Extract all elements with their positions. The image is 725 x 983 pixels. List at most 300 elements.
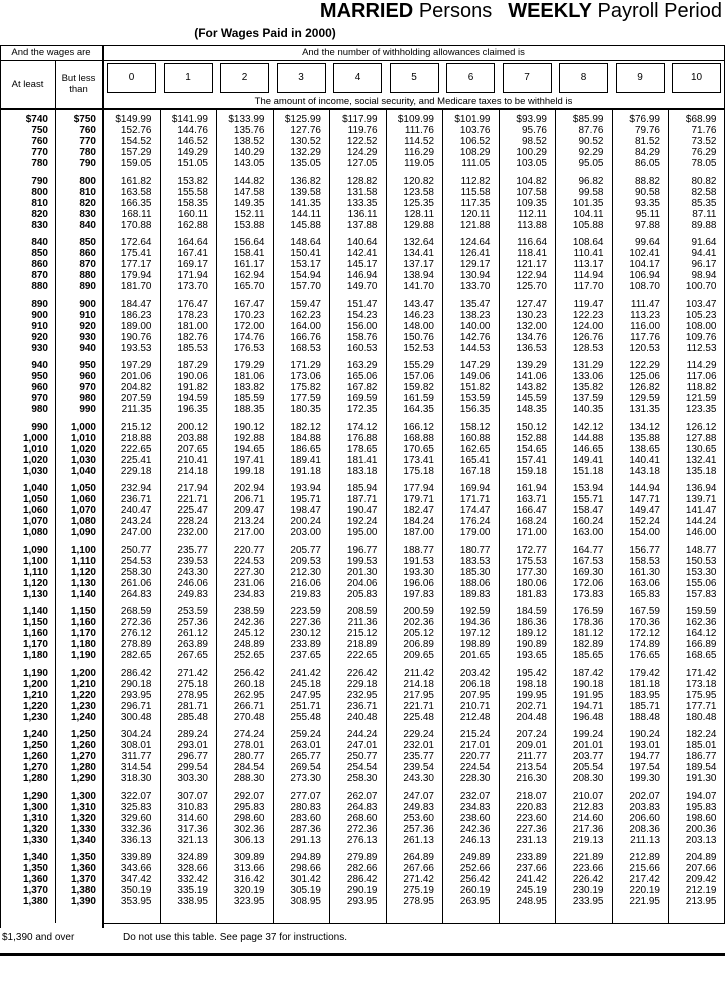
tax-amount-cell: 174.12: [346, 421, 378, 433]
tax-amount-cell: 189.54: [685, 762, 717, 773]
at-least-cell: 1,360: [22, 874, 48, 885]
tax-amount-cell: 203.77: [572, 751, 604, 762]
tax-amount-cell: 138.52: [233, 136, 265, 147]
table-row: [0, 606, 725, 617]
tax-amount-cell: 159.05: [120, 158, 152, 169]
tax-amount-cell: 208.59: [346, 606, 378, 617]
tax-amount-cell: 185.94: [346, 483, 378, 494]
tax-amount-cell: 227.36: [290, 617, 321, 628]
tax-amount-cell: 162.36: [685, 617, 717, 628]
tax-amount-cell: 194.65: [233, 443, 265, 455]
tax-amount-cell: 176.59: [572, 606, 604, 617]
tax-amount-cell: 124.00: [572, 320, 604, 332]
at-least-cell: 1,240: [22, 729, 48, 740]
tax-amount-cell: 128.82: [346, 175, 378, 187]
table-row: [0, 209, 725, 220]
table-row: [0, 874, 725, 885]
row-group: [0, 422, 725, 477]
tax-amount-cell: 148.00: [403, 320, 434, 332]
tax-amount-cell: 119.05: [404, 158, 434, 169]
tax-amount-cell: 141.06: [516, 371, 547, 382]
tax-amount-cell: 254.54: [346, 762, 378, 773]
tax-amount-cell: 232.00: [177, 527, 208, 538]
tax-amount-cell: 276.13: [346, 834, 378, 846]
tax-amount-cell: 187.00: [403, 527, 434, 538]
tax-amount-cell: 307.07: [177, 790, 208, 802]
tax-amount-cell: 220.77: [233, 544, 265, 556]
tax-amount-cell: 180.77: [459, 544, 491, 556]
but-less-than-header: But less than: [61, 73, 96, 95]
tax-amount-cell: 87.11: [692, 208, 717, 220]
tax-amount-cell: 144.24: [685, 516, 717, 527]
tax-amount-cell: 116.29: [404, 147, 434, 158]
tax-amount-cell: 265.77: [290, 751, 321, 762]
tax-amount-cell: 130.23: [516, 309, 547, 321]
at-least-cell: 940: [31, 360, 48, 371]
tax-amount-cell: 180.48: [685, 711, 717, 723]
table-row: [0, 259, 725, 270]
tax-amount-cell: 183.95: [629, 689, 660, 701]
tax-amount-cell: 97.88: [634, 219, 660, 231]
tax-amount-cell: 187.42: [572, 667, 604, 679]
but-less-cell: 850: [79, 237, 96, 248]
tax-amount-cell: 204.48: [516, 711, 547, 723]
but-less-cell: 1,090: [70, 527, 96, 538]
at-least-cell: 1,230: [22, 711, 48, 723]
table-row: [0, 187, 725, 198]
tax-amount-cell: 155.06: [685, 577, 717, 589]
tax-amount-cell: 153.94: [572, 483, 604, 494]
tax-amount-cell: 329.60: [120, 812, 152, 824]
at-least-cell: 1,020: [22, 454, 48, 466]
tax-amount-cell: 190.18: [572, 678, 604, 690]
tax-amount-cell: 146.65: [572, 443, 604, 455]
tax-amount-cell: 343.66: [120, 863, 152, 874]
tax-amount-cell: 237.66: [516, 863, 547, 874]
tax-amount-cell: 134.12: [629, 421, 660, 433]
tax-amount-cell: 71.76: [691, 125, 717, 136]
row-group: [0, 852, 725, 907]
tax-amount-cell: 261.06: [120, 577, 152, 589]
tax-amount-cell: 129.59: [629, 393, 660, 404]
tax-amount-cell: 195.83: [685, 801, 717, 813]
tax-amount-cell: 229.24: [403, 729, 434, 740]
tax-amount-cell: 120.82: [403, 175, 434, 187]
tax-amount-cell: 308.01: [120, 740, 152, 751]
tax-amount-cell: 98.52: [521, 136, 547, 147]
at-least-cell: 1,210: [22, 689, 48, 701]
tax-amount-cell: 149.35: [233, 197, 265, 209]
tax-amount-cell: 122.29: [629, 360, 660, 371]
tax-amount-cell: 162.65: [459, 443, 491, 455]
tax-amount-cell: 126.12: [685, 421, 717, 433]
tax-amount-cell: 164.12: [685, 628, 717, 639]
tax-amount-cell: 135.18: [685, 465, 717, 477]
table-row: [0, 158, 725, 169]
tax-amount-cell: 191.30: [685, 773, 717, 784]
tax-amount-cell: 144.82: [233, 175, 265, 187]
table-row: [0, 404, 725, 415]
tax-amount-cell: 153.59: [459, 393, 491, 404]
tax-amount-cell: 158.41: [233, 248, 265, 259]
at-least-cell: 1,200: [22, 678, 48, 690]
tax-amount-cell: 211.13: [630, 834, 660, 846]
tax-amount-cell: 247.00: [120, 527, 152, 538]
tax-amount-cell: 195.00: [346, 527, 378, 538]
tax-amount-cell: 96.17: [691, 259, 717, 270]
tax-amount-cell: 266.71: [233, 700, 265, 712]
tax-amount-cell: 304.24: [120, 729, 152, 740]
at-least-cell: 810: [31, 197, 48, 209]
table-row: [0, 589, 725, 600]
tax-amount-cell: 154.52: [120, 136, 152, 147]
title-married: MARRIED: [319, 0, 414, 22]
tax-amount-cell: 173.18: [685, 678, 717, 690]
tax-amount-cell: 241.42: [516, 874, 547, 885]
tax-amount-cell: 111.47: [630, 298, 660, 310]
tax-amount-cell: 220.77: [459, 751, 491, 762]
tax-amount-cell: 160.24: [572, 516, 604, 527]
table-row: [0, 466, 725, 477]
tax-amount-cell: 316.42: [233, 874, 265, 885]
tax-amount-cell: 196.35: [177, 404, 208, 415]
tax-amount-cell: 153.88: [233, 219, 265, 231]
at-least-cell: 1,080: [22, 527, 48, 538]
tax-amount-cell: 138.65: [629, 443, 660, 455]
tax-amount-cell: 217.95: [403, 689, 434, 701]
tax-amount-cell: 232.94: [120, 483, 152, 494]
tax-amount-cell: 157.29: [120, 147, 152, 158]
tax-amount-cell: 223.59: [290, 606, 321, 617]
table-row: [0, 147, 725, 158]
tax-amount-cell: 159.47: [290, 298, 321, 310]
tax-amount-cell: 126.82: [629, 382, 660, 393]
tax-amount-cell: 224.53: [233, 555, 265, 567]
tax-amount-cell: 234.83: [233, 588, 265, 600]
tax-amount-cell: 105.88: [572, 219, 604, 231]
footer-note: Do not use this table. See page 37 for instructions.: [123, 932, 348, 943]
tax-amount-cell: 181.41: [346, 454, 378, 466]
tax-amount-cell: 223.66: [572, 863, 604, 874]
tax-amount-cell: 257.36: [177, 617, 208, 628]
at-least-cell: 980: [31, 404, 48, 415]
tax-amount-cell: 193.65: [516, 650, 547, 661]
tax-amount-cell: 125.06: [629, 371, 660, 382]
at-least-cell: 830: [31, 219, 48, 231]
tax-amount-cell: 170.88: [120, 219, 152, 231]
tax-amount-cell: 181.70: [120, 281, 152, 292]
tax-amount-cell: 181.00: [177, 320, 208, 332]
allowance-column-header: 9: [616, 63, 665, 93]
tax-amount-cell: 169.59: [346, 393, 378, 404]
tax-amount-cell: 218.89: [346, 639, 378, 650]
at-least-cell: 890: [31, 298, 48, 310]
table-row: [0, 690, 725, 701]
tax-amount-cell: 180.35: [290, 404, 321, 415]
tax-amount-cell: 211.77: [517, 751, 547, 762]
at-least-cell: 1,060: [22, 505, 48, 516]
tax-amount-cell: 110.41: [573, 248, 604, 259]
tax-amount-cell: 203.13: [685, 834, 717, 846]
tax-amount-cell: 182.89: [572, 639, 604, 650]
tax-amount-cell: 80.82: [691, 175, 717, 187]
tax-amount-cell: 176.53: [233, 342, 265, 354]
tax-amount-cell: 274.24: [233, 729, 265, 740]
tax-amount-cell: 166.35: [120, 197, 152, 209]
tax-amount-cell: 205.54: [572, 762, 604, 773]
at-least-cell: 950: [31, 371, 48, 382]
tax-amount-cell: 272.36: [120, 617, 152, 628]
tax-amount-cell: 246.06: [177, 577, 208, 589]
tax-amount-cell: 178.36: [572, 617, 604, 628]
row-group: [0, 114, 725, 169]
tax-amount-cell: 167.53: [572, 555, 604, 567]
tax-amount-cell: 146.23: [403, 309, 434, 321]
tax-amount-cell: 99.64: [634, 237, 660, 248]
tax-amount-cell: 253.59: [177, 606, 208, 617]
tax-amount-cell: 258.30: [120, 566, 152, 578]
tax-amount-cell: 135.82: [572, 382, 604, 393]
but-less-cell: 950: [79, 360, 96, 371]
tax-amount-cell: 121.88: [459, 219, 491, 231]
tax-amount-cell: 281.71: [177, 700, 208, 712]
tax-amount-cell: 245.19: [516, 885, 547, 896]
tax-amount-cell: 179.94: [120, 270, 152, 281]
tax-amount-cell: 135.47: [459, 298, 491, 310]
tax-amount-cell: 169.17: [177, 259, 208, 270]
tax-amount-cell: 112.11: [517, 208, 547, 220]
tax-amount-cell: 130.52: [290, 136, 321, 147]
table-row: [0, 270, 725, 281]
tax-amount-cell: 145.88: [290, 219, 321, 231]
tax-amount-cell: 95.76: [521, 125, 547, 136]
tax-amount-cell: 200.24: [290, 516, 321, 527]
at-least-cell: 1,070: [22, 516, 48, 527]
tax-amount-cell: 263.01: [290, 740, 321, 751]
tax-amount-cell: 168.53: [290, 342, 321, 354]
tax-amount-cell: 165.41: [459, 454, 491, 466]
but-less-cell: 970: [79, 382, 96, 393]
tax-amount-cell: 243.24: [120, 516, 152, 527]
tax-amount-cell: 157.83: [685, 588, 717, 600]
tax-amount-cell: 189.00: [120, 320, 152, 332]
tax-amount-cell: 177.17: [120, 259, 152, 270]
at-least-cell: 1,030: [22, 465, 48, 477]
tax-amount-cell: 314.60: [177, 812, 208, 824]
tax-amount-cell: 180.06: [516, 577, 547, 589]
table-row: [0, 639, 725, 650]
tax-amount-cell: 124.64: [459, 237, 491, 248]
tax-amount-cell: 207.65: [177, 443, 208, 455]
tax-amount-cell: 196.48: [572, 711, 604, 723]
tax-amount-cell: 213.54: [516, 762, 547, 773]
tax-amount-cell: 238.60: [459, 812, 491, 824]
table-row: [0, 321, 725, 332]
tax-amount-cell: 207.59: [120, 393, 152, 404]
at-least-cell: 1,190: [22, 667, 48, 679]
tax-amount-cell: 209.47: [233, 505, 265, 516]
tax-amount-cell: 189.12: [516, 628, 547, 639]
tax-amount-cell: 128.11: [404, 208, 434, 220]
tax-amount-cell: 152.11: [234, 208, 265, 220]
tax-amount-cell: 154.00: [629, 527, 660, 538]
tax-amount-cell: 179.00: [459, 527, 491, 538]
tax-amount-cell: 192.59: [459, 606, 491, 617]
at-least-cell: 1,250: [22, 740, 48, 751]
tax-amount-cell: 296.71: [120, 700, 152, 712]
tax-amount-cell: 162.23: [290, 309, 321, 321]
tax-amount-cell: 264.83: [120, 588, 152, 600]
tax-amount-cell: 339.89: [120, 852, 152, 863]
but-less-cell: 820: [79, 197, 96, 209]
but-less-cell: 790: [79, 158, 96, 169]
tax-amount-cell: 210.07: [572, 790, 604, 802]
tax-amount-cell: 140.41: [629, 454, 660, 466]
tax-amount-cell: 275.18: [177, 678, 208, 690]
but-less-cell: 1,080: [70, 516, 96, 527]
but-less-cell: 1,250: [70, 729, 96, 740]
tax-amount-cell: 268.59: [120, 606, 152, 617]
tax-amount-cell: 220.83: [516, 801, 547, 813]
tax-amount-cell: 353.95: [120, 896, 152, 907]
tax-amount-cell: 219.83: [290, 588, 321, 600]
tax-amount-cell: 221.71: [177, 494, 208, 505]
tax-amount-cell: 310.83: [177, 801, 208, 813]
tax-amount-cell: 242.36: [459, 823, 491, 835]
but-less-cell: 1,310: [70, 801, 96, 813]
tax-amount-cell: $76.99: [629, 114, 660, 125]
tax-amount-cell: 260.18: [233, 678, 265, 690]
tax-amount-cell: 302.36: [233, 823, 265, 835]
at-least-cell: 1,310: [22, 812, 48, 824]
allowance-column-header: 4: [333, 63, 382, 93]
tax-amount-cell: 147.58: [233, 186, 265, 198]
tax-amount-cell: 237.65: [290, 650, 321, 661]
tax-amount-cell: 129.17: [459, 259, 491, 270]
but-less-cell: 840: [79, 219, 96, 231]
tax-amount-cell: 292.07: [233, 790, 265, 802]
tax-amount-cell: 230.12: [290, 628, 321, 639]
but-less-cell: 1,190: [70, 650, 96, 661]
tax-amount-cell: 104.17: [629, 259, 660, 270]
tax-amount-cell: 111.76: [404, 125, 434, 136]
tax-amount-cell: 182.76: [177, 331, 208, 343]
but-less-cell: 1,210: [70, 678, 96, 690]
tax-amount-cell: 120.11: [460, 208, 491, 220]
tax-amount-cell: 164.64: [177, 237, 208, 248]
tax-amount-cell: 192.88: [233, 432, 265, 444]
but-less-cell: 1,140: [70, 588, 96, 600]
tax-amount-cell: 188.77: [403, 544, 434, 556]
but-less-cell: 1,020: [70, 443, 96, 455]
tax-amount-cell: 252.66: [459, 863, 491, 874]
but-less-cell: 900: [79, 298, 96, 310]
tax-amount-cell: 267.65: [177, 650, 208, 661]
tax-amount-cell: 119.76: [347, 125, 378, 136]
tax-amount-cell: 197.54: [629, 762, 660, 773]
tax-amount-cell: 120.53: [629, 342, 660, 354]
tax-amount-cell: 211.42: [404, 667, 434, 679]
tax-amount-cell: 214.18: [177, 465, 208, 477]
tax-amount-cell: 173.70: [177, 281, 208, 292]
but-less-cell: 1,200: [70, 667, 96, 679]
but-less-cell: 1,120: [70, 566, 96, 578]
tax-amount-cell: 155.71: [572, 494, 604, 505]
at-least-cell: 1,120: [22, 577, 48, 589]
tax-amount-cell: 114.94: [573, 270, 604, 281]
tax-amount-cell: 127.88: [685, 432, 717, 444]
tax-amount-cell: 347.42: [120, 874, 152, 885]
tax-amount-cell: 149.41: [572, 454, 604, 466]
tax-amount-cell: 139.71: [685, 494, 717, 505]
tax-amount-cell: 175.18: [403, 465, 434, 477]
tax-amount-cell: 161.30: [629, 566, 660, 578]
tax-amount-cell: 167.41: [177, 248, 208, 259]
tax-amount-cell: 232.07: [459, 790, 491, 802]
but-less-cell: 1,070: [70, 505, 96, 516]
tax-amount-cell: 157.41: [516, 454, 547, 466]
tax-amount-cell: 153.82: [177, 175, 208, 187]
tax-amount-cell: 152.88: [516, 432, 547, 444]
tax-amount-cell: 238.59: [233, 606, 265, 617]
tax-amount-cell: 187.71: [346, 494, 378, 505]
tax-amount-cell: 201.01: [572, 740, 604, 751]
tax-amount-cell: 103.05: [516, 158, 547, 169]
table-row: [0, 393, 725, 404]
amount-withheld-label: The amount of income, social security, and Medicare taxes to be withheld is: [254, 96, 573, 107]
table-row: [0, 791, 725, 802]
tax-amount-cell: 159.82: [403, 382, 434, 393]
tax-amount-cell: 228.24: [177, 516, 208, 527]
tax-amount-cell: 108.64: [572, 237, 604, 248]
tax-amount-cell: 104.11: [573, 208, 604, 220]
tax-amount-cell: 178.65: [346, 443, 378, 455]
tax-amount-cell: 174.47: [459, 505, 491, 516]
tax-amount-cell: 117.76: [630, 331, 660, 343]
tax-amount-cell: 166.89: [685, 639, 717, 650]
tax-amount-cell: 111.05: [461, 158, 491, 169]
tax-amount-cell: 174.89: [629, 639, 660, 650]
tax-amount-cell: 190.06: [177, 371, 208, 382]
tax-amount-cell: 299.54: [177, 762, 208, 773]
tax-amount-cell: 191.18: [290, 465, 321, 477]
tax-amount-cell: 202.94: [233, 483, 265, 494]
tax-amount-cell: 314.54: [120, 762, 152, 773]
but-less-cell: 1,340: [70, 834, 96, 846]
at-least-cell: 870: [31, 270, 48, 281]
tax-amount-cell: 247.95: [290, 689, 321, 701]
tax-amount-cell: 117.06: [686, 371, 717, 382]
tax-amount-cell: 139.29: [516, 360, 547, 371]
tax-amount-cell: 264.83: [346, 801, 378, 813]
tax-amount-cell: 193.01: [629, 740, 660, 751]
tax-amount-cell: 171.29: [290, 360, 321, 371]
at-least-cell: 1,090: [22, 544, 48, 556]
tax-amount-cell: 189.83: [459, 588, 491, 600]
tax-amount-cell: 201.30: [346, 566, 378, 578]
but-less-cell: 1,240: [70, 711, 96, 723]
tax-amount-cell: 207.95: [459, 689, 491, 701]
tax-amount-cell: 168.24: [516, 516, 547, 527]
tax-amount-cell: 129.88: [403, 219, 434, 231]
tax-amount-cell: 160.53: [346, 342, 378, 354]
tax-amount-cell: 213.24: [233, 516, 265, 527]
tax-amount-cell: 157.70: [290, 281, 321, 292]
tax-amount-cell: 163.29: [346, 360, 378, 371]
tax-amount-cell: 122.23: [572, 309, 604, 321]
tax-amount-cell: 210.71: [459, 700, 491, 712]
tax-amount-cell: 206.71: [233, 494, 265, 505]
